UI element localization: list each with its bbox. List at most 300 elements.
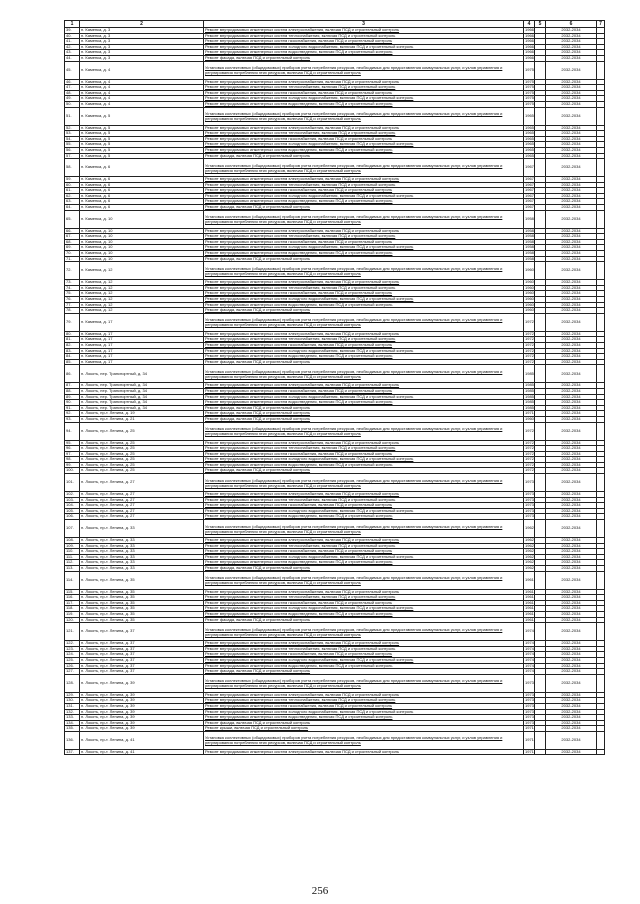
address-cell: п. Локоть, пр-т. Ленина, д. 39 <box>80 692 204 698</box>
period-cell: 2032-2034 <box>546 28 597 34</box>
work-type-cell: Ремонт внутридомовых инженерных систем холодного водоснабжения, включая ПСД и строительный контроль <box>204 297 524 303</box>
address-cell: п. Локоть, пр-т. Ленина, д. 19 <box>80 411 204 417</box>
year-cell: 1966 <box>525 55 534 60</box>
work-type-cell: Ремонт внутридомовых инженерных систем газоснабжения, включая ПСД и строительный контроль <box>204 652 524 658</box>
period-cell: 2032-2034 <box>546 262 597 280</box>
work-type-cell: Ремонт внутридомовых инженерных систем газоснабжения, включая ПСД и строительный контроль <box>204 136 524 142</box>
period-cell: 2032-2034 <box>546 720 597 726</box>
work-type-cell: Ремонт внутридомовых инженерных систем водоотведения, включая ПСД и строительный контроль <box>204 199 524 205</box>
address-cell: п. Каменка, д. 3 <box>80 28 204 34</box>
address-cell: п. Локоть, пер. Транспортный, д. 34 <box>80 365 204 383</box>
year-cell: 1973 <box>525 692 534 697</box>
address-cell: п. Каменка, д. 12 <box>80 262 204 280</box>
year-cell: 1958 <box>525 228 534 233</box>
year-cell: 1958 <box>525 233 534 239</box>
period-cell: 2032-2034 <box>546 514 597 520</box>
row-number: 120. <box>65 617 80 623</box>
address-cell: п. Каменка, д. 17 <box>80 348 204 354</box>
period-cell: 2032-2034 <box>546 107 597 125</box>
work-type-cell: Установка коллективных (общедомовых) приборов учета потребления ресурсов, необходимых для предоставления коммунальных услуг, и узлов управления и регулирования потребления этих ресурсов, включая ПСД и строительный контроль <box>204 474 524 492</box>
work-type-cell: Ремонт внутридомовых инженерных систем водоотведения, включая ПСД и строительный контроль <box>204 560 524 566</box>
address-cell: п. Локоть, пр-т. Ленина, д. 33 <box>80 554 204 560</box>
row-number: 82. <box>65 342 80 348</box>
year-cell: 1967 <box>525 193 534 198</box>
work-type-cell: Установка коллективных (общедомовых) приборов учета потребления ресурсов, необходимых для предоставления коммунальных услуг, и узлов управления и регулирования потребления этих ресурсов, включая ПСД и строительный контроль <box>204 365 524 383</box>
row-number: 83. <box>65 348 80 354</box>
year-cell: 1975 <box>525 95 534 101</box>
address-cell: п. Каменка, д. 17 <box>80 331 204 337</box>
empty-cell <box>597 313 605 331</box>
address-cell: п. Локоть, пр-т. Ленина, д. 37 <box>80 646 204 652</box>
table-row <box>65 313 605 331</box>
row-number: 86. <box>65 365 80 383</box>
year-cell: 1973 <box>524 474 535 492</box>
row-number: 52. <box>65 125 80 131</box>
address-cell: п. Каменка, д. 10 <box>80 256 204 262</box>
work-type-cell: Ремонт внутридомовых инженерных систем электроснабжения, включая ПСД и строительный контроль <box>204 177 524 183</box>
year-cell: 1958 <box>525 244 534 250</box>
year-cell: 1972 <box>525 440 534 445</box>
period-cell: 2032-2034 <box>546 538 597 544</box>
address-cell: п. Локоть, пер. Транспортный, д. 34 <box>80 405 204 411</box>
empty-cell <box>535 520 546 538</box>
period-cell: 2032-2034 <box>546 245 597 251</box>
period-cell: 2032-2034 <box>546 33 597 39</box>
row-number: 136. <box>65 731 80 749</box>
row-number: 44. <box>65 55 80 61</box>
work-type-cell: Установка коллективных (общедомовых) приборов учета потребления ресурсов, необходимых для предоставления коммунальных услуг, и узлов управления и регулирования потребления этих ресурсов, включая ПСД и строительный контроль <box>204 674 524 692</box>
work-type-cell: Ремонт фасада, включая ПСД и строительный контроль <box>204 669 524 675</box>
header-cell: 7 <box>597 21 605 28</box>
year-cell: 1961 <box>525 605 534 611</box>
year-cell: 1960 <box>525 290 534 296</box>
row-number: 45. <box>65 61 80 79</box>
work-type-cell: Ремонт фасада, включая ПСД и строительный контроль <box>204 411 524 417</box>
work-type-cell: Ремонт внутридомовых инженерных систем водоотведения, включая ПСД и строительный контроль <box>204 251 524 257</box>
address-cell: п. Каменка, д. 4 <box>80 85 204 91</box>
period-cell: 2032-2034 <box>546 715 597 721</box>
work-type-cell: Ремонт внутридомовых инженерных систем водоотведения, включая ПСД и строительный контроль <box>204 715 524 721</box>
year-cell: 1973 <box>525 508 534 513</box>
period-cell: 2032-2034 <box>546 657 597 663</box>
row-number: 48. <box>65 90 80 96</box>
table-row <box>65 520 605 538</box>
period-cell: 2032-2034 <box>546 731 597 749</box>
address-cell: п. Каменка, д. 12 <box>80 302 204 308</box>
row-number: 74. <box>65 285 80 291</box>
row-number: 43. <box>65 50 80 56</box>
period-cell: 2032-2034 <box>546 297 597 303</box>
period-cell: 2032-2034 <box>546 342 597 348</box>
period-cell: 2032-2034 <box>546 726 597 732</box>
work-type-cell: Ремонт внутридомовых инженерных систем холодного водоснабжения, включая ПСД и строительный контроль <box>204 606 524 612</box>
year-cell: 1965 <box>525 147 534 152</box>
period-cell: 2032-2034 <box>546 709 597 715</box>
row-number: 117. <box>65 600 80 606</box>
row-number: 129. <box>65 692 80 698</box>
work-type-cell: Ремонт внутридомовых инженерных систем электроснабжения, включая ПСД и строительный контроль <box>204 589 524 595</box>
address-cell: п. Каменка, д. 3 <box>80 33 204 39</box>
period-cell: 2032-2034 <box>546 50 597 56</box>
work-type-cell: Ремонт фасада, включая ПСД и строительный контроль <box>204 153 524 159</box>
address-cell: п. Каменка, д. 17 <box>80 354 204 360</box>
work-type-cell: Установка коллективных (общедомовых) приборов учета потребления ресурсов, необходимых для предоставления коммунальных услуг, и узлов управления и регулирования потребления этих ресурсов, включая ПСД и строительный контроль <box>204 731 524 749</box>
period-cell: 2032-2034 <box>546 205 597 211</box>
work-type-cell: Ремонт фасада, включая ПСД и строительный контроль <box>204 55 524 61</box>
year-cell: 1973 <box>525 513 534 519</box>
work-type-cell: Ремонт внутридомовых инженерных систем водоотведения, включая ПСД и строительный контроль <box>204 101 524 107</box>
empty-cell <box>597 365 605 383</box>
period-cell: 2032-2034 <box>546 285 597 291</box>
work-type-cell: Ремонт внутридомовых инженерных систем холодного водоснабжения, включая ПСД и строительный контроль <box>204 657 524 663</box>
period-cell: 2032-2034 <box>546 85 597 91</box>
period-cell: 2032-2034 <box>546 61 597 79</box>
row-number: 50. <box>65 101 80 107</box>
address-cell: п. Локоть, пр-т. Ленина, д. 25 <box>80 451 204 457</box>
period-cell: 2032-2034 <box>546 623 597 641</box>
period-cell: 2032-2034 <box>546 256 597 262</box>
row-number: 94. <box>65 422 80 440</box>
work-type-cell: Ремонт внутридомовых инженерных систем электроснабжения, включая ПСД и строительный контроль <box>204 538 524 544</box>
work-type-cell: Ремонт внутридомовых инженерных систем газоснабжения, включая ПСД и строительный контроль <box>204 549 524 555</box>
work-type-cell: Ремонт внутридомовых инженерных систем электроснабжения, включая ПСД и строительный контроль <box>204 280 524 286</box>
row-number: 41. <box>65 39 80 45</box>
row-number: 130. <box>65 698 80 704</box>
address-cell: п. Каменка, д. 6 <box>80 205 204 211</box>
row-number: 54. <box>65 136 80 142</box>
address-cell: п. Каменка, д. 12 <box>80 297 204 303</box>
work-type-cell: Ремонт внутридомовых инженерных систем теплоснабжения, включая ПСД и строительный контроль <box>204 646 524 652</box>
row-number: 112. <box>65 560 80 566</box>
year-cell: 1960 <box>525 296 534 301</box>
year-cell: 1971 <box>525 410 534 416</box>
year-cell: 1966 <box>525 38 534 44</box>
header-cell: 5 <box>535 21 546 28</box>
row-number: 137. <box>65 749 80 755</box>
year-cell: 1974 <box>525 646 534 651</box>
period-cell: 2032-2034 <box>546 177 597 183</box>
empty-cell <box>535 623 546 641</box>
work-type-cell: Ремонт внутридомовых инженерных систем теплоснабжения, включая ПСД и строительный контроль <box>204 497 524 503</box>
work-type-cell: Ремонт внутридомовых инженерных систем газоснабжения, включая ПСД и строительный контроль <box>204 600 524 606</box>
row-number: 49. <box>65 96 80 102</box>
empty-cell <box>597 474 605 492</box>
period-cell: 2032-2034 <box>546 416 597 422</box>
period-cell: 2032-2034 <box>546 136 597 142</box>
address-cell: п. Локоть, пр-т. Ленина, д. 25 <box>80 446 204 452</box>
period-cell: 2032-2034 <box>546 503 597 509</box>
row-number: 103. <box>65 497 80 503</box>
period-cell: 2032-2034 <box>546 571 597 589</box>
year-cell: 1965 <box>525 130 534 136</box>
period-cell: 2032-2034 <box>546 239 597 245</box>
empty-cell <box>535 210 546 228</box>
period-cell: 2032-2034 <box>546 199 597 205</box>
header-row <box>65 21 605 28</box>
address-cell: п. Каменка, д. 12 <box>80 285 204 291</box>
address-cell: п. Каменка, д. 10 <box>80 239 204 245</box>
empty-cell <box>535 262 546 280</box>
address-cell: п. Каменка, д. 5 <box>80 125 204 131</box>
year-cell: 1975 <box>524 61 535 79</box>
work-type-cell: Ремонт фасада, включая ПСД и строительный контроль <box>204 468 524 474</box>
table-row <box>65 422 605 440</box>
address-cell: п. Локоть, пр-т. Ленина, д. 39 <box>80 715 204 721</box>
work-type-cell: Ремонт внутридомовых инженерных систем газоснабжения, включая ПСД и строительный контроль <box>204 451 524 457</box>
work-type-cell: Ремонт внутридомовых инженерных систем электроснабжения, включая ПСД и строительный контроль <box>204 28 524 34</box>
work-type-cell: Ремонт внутридомовых инженерных систем теплоснабжения, включая ПСД и строительный контроль <box>204 85 524 91</box>
row-number: 71. <box>65 256 80 262</box>
row-number: 104. <box>65 503 80 509</box>
row-number: 95. <box>65 440 80 446</box>
empty-cell <box>597 749 605 755</box>
year-cell: 1972 <box>525 348 534 353</box>
year-cell: 1973 <box>525 720 534 725</box>
work-type-cell: Ремонт внутридомовых инженерных систем электроснабжения, включая ПСД и строительный контроль <box>204 79 524 85</box>
table-row <box>65 159 605 177</box>
row-number: 109. <box>65 543 80 549</box>
work-type-cell: Ремонт внутридомовых инженерных систем электроснабжения, включая ПСД и строительный контроль <box>204 440 524 446</box>
period-cell: 2032-2034 <box>546 331 597 337</box>
work-type-cell: Ремонт внутридомовых инженерных систем холодного водоснабжения, включая ПСД и строительный контроль <box>204 193 524 199</box>
year-cell: 1962 <box>524 520 535 538</box>
row-number: 40. <box>65 33 80 39</box>
row-number: 55. <box>65 142 80 148</box>
row-number: 102. <box>65 492 80 498</box>
empty-cell <box>597 571 605 589</box>
empty-cell <box>597 422 605 440</box>
table-row <box>65 731 605 749</box>
row-number: 61. <box>65 188 80 194</box>
table-row <box>65 623 605 641</box>
row-number: 121. <box>65 623 80 641</box>
work-type-cell: Ремонт внутридомовых инженерных систем водоотведения, включая ПСД и строительный контроль <box>204 611 524 617</box>
row-number: 108. <box>65 538 80 544</box>
year-cell: 1972 <box>525 336 534 342</box>
address-cell: п. Локоть, пр-т. Ленина, д. 35 <box>80 589 204 595</box>
year-cell: 1962 <box>525 565 534 570</box>
row-number: 96. <box>65 446 80 452</box>
work-type-cell: Ремонт внутридомовых инженерных систем электроснабжения, включая ПСД и строительный контроль <box>204 749 524 755</box>
year-cell: 1961 <box>524 571 535 589</box>
period-cell: 2032-2034 <box>546 44 597 50</box>
row-number: 56. <box>65 147 80 153</box>
year-cell: 1961 <box>525 589 534 594</box>
address-cell: п. Каменка, д. 6 <box>80 193 204 199</box>
year-cell: 1962 <box>525 548 534 554</box>
period-cell: 2032-2034 <box>546 674 597 692</box>
address-cell: п. Каменка, д. 4 <box>80 101 204 107</box>
address-cell: п. Каменка, д. 10 <box>80 251 204 257</box>
address-cell: п. Локоть, пр-т. Ленина, д. 37 <box>80 652 204 658</box>
work-type-cell: Ремонт крыши, включая ПСД и строительный контроль <box>204 726 524 732</box>
address-cell: п. Каменка, д. 5 <box>80 153 204 159</box>
work-type-cell: Ремонт внутридомовых инженерных систем теплоснабжения, включая ПСД и строительный контроль <box>204 698 524 704</box>
period-cell: 2032-2034 <box>546 692 597 698</box>
year-cell: 1975 <box>525 84 534 90</box>
row-number: 59. <box>65 177 80 183</box>
year-cell: 1974 <box>525 663 534 668</box>
period-cell: 2032-2034 <box>546 698 597 704</box>
work-type-cell: Ремонт внутридомовых инженерных систем холодного водоснабжения, включая ПСД и строительный контроль <box>204 457 524 463</box>
year-cell: 1973 <box>525 709 534 714</box>
address-cell: п. Локоть, пр-т. Ленина, д. 33 <box>80 543 204 549</box>
address-cell: п. Каменка, д. 12 <box>80 291 204 297</box>
work-type-cell: Ремонт внутридомовых инженерных систем теплоснабжения, включая ПСД и строительный контроль <box>204 33 524 39</box>
address-cell: п. Локоть, пр-т. Ленина, д. 27 <box>80 474 204 492</box>
address-cell: п. Локоть, пр-т. Ленина, д. 33 <box>80 549 204 555</box>
row-number: 134. <box>65 720 80 726</box>
year-cell: 1972 <box>525 451 534 456</box>
row-number: 93. <box>65 416 80 422</box>
year-cell: 1973 <box>525 697 534 703</box>
work-type-cell: Ремонт фасада, включая ПСД и строительный контроль <box>204 256 524 262</box>
row-number: 75. <box>65 291 80 297</box>
row-number: 133. <box>65 715 80 721</box>
work-type-cell: Ремонт внутридомовых инженерных систем газоснабжения, включая ПСД и строительный контроль <box>204 291 524 297</box>
address-cell: п. Локоть, пер. Транспортный, д. 34 <box>80 394 204 400</box>
year-cell: 1973 <box>525 703 534 708</box>
year-cell: 1971 <box>525 749 534 754</box>
empty-cell <box>535 749 546 755</box>
year-cell: 1972 <box>525 462 534 467</box>
address-cell: п. Каменка, д. 10 <box>80 228 204 234</box>
address-cell: п. Каменка, д. 17 <box>80 359 204 365</box>
period-cell: 2032-2034 <box>546 39 597 45</box>
period-cell: 2032-2034 <box>546 462 597 468</box>
year-cell: 1975 <box>525 79 534 84</box>
work-type-cell: Ремонт внутридомовых инженерных систем холодного водоснабжения, включая ПСД и строительный контроль <box>204 245 524 251</box>
period-cell: 2032-2034 <box>546 468 597 474</box>
year-cell: 1965 <box>525 153 534 158</box>
work-type-cell: Ремонт фасада, включая ПСД и строительный контроль <box>204 359 524 365</box>
period-cell: 2032-2034 <box>546 422 597 440</box>
year-cell: 1966 <box>525 33 534 38</box>
work-type-cell: Ремонт внутридомовых инженерных систем газоснабжения, включая ПСД и строительный контроль <box>204 239 524 245</box>
period-cell: 2032-2034 <box>546 508 597 514</box>
period-cell: 2032-2034 <box>546 234 597 240</box>
address-cell: п. Каменка, д. 12 <box>80 280 204 286</box>
year-cell: 1961 <box>525 594 534 600</box>
period-cell: 2032-2034 <box>546 451 597 457</box>
work-type-cell: Ремонт внутридомовых инженерных систем теплоснабжения, включая ПСД и строительный контроль <box>204 337 524 343</box>
period-cell: 2032-2034 <box>546 388 597 394</box>
row-number: 42. <box>65 44 80 50</box>
year-cell: 1960 <box>525 302 534 307</box>
address-cell: п. Локоть, пр-т. Ленина, д. 39 <box>80 709 204 715</box>
page-number: 256 <box>311 885 329 897</box>
row-number: 118. <box>65 606 80 612</box>
work-type-cell: Ремонт внутридомовых инженерных систем холодного водоснабжения, включая ПСД и строительный контроль <box>204 554 524 560</box>
row-number: 123. <box>65 646 80 652</box>
period-cell: 2032-2034 <box>546 55 597 61</box>
work-type-cell: Установка коллективных (общедомовых) приборов учета потребления ресурсов, необходимых для предоставления коммунальных услуг, и узлов управления и регулирования потребления этих ресурсов, включая ПСД и строительный контроль <box>204 313 524 331</box>
year-cell: 1967 <box>525 176 534 182</box>
table-row <box>65 571 605 589</box>
address-cell: п. Каменка, д. 10 <box>80 245 204 251</box>
row-number: 58. <box>65 159 80 177</box>
address-cell: п. Локоть, пр-т. Ленина, д. 27 <box>80 503 204 509</box>
address-cell: п. Каменка, д. 5 <box>80 147 204 153</box>
period-cell: 2032-2034 <box>546 153 597 159</box>
year-cell: 1985 <box>525 405 534 410</box>
period-cell: 2032-2034 <box>546 359 597 365</box>
header-cell: 3 <box>204 21 524 28</box>
period-cell: 2032-2034 <box>546 549 597 555</box>
work-type-cell: Ремонт внутридомовых инженерных систем газоснабжения, включая ПСД и строительный контроль <box>204 503 524 509</box>
address-cell: п. Локоть, пр-т. Ленина, д. 39 <box>80 674 204 692</box>
period-cell: 2032-2034 <box>546 492 597 498</box>
work-type-cell: Ремонт внутридомовых инженерных систем холодного водоснабжения, включая ПСД и строительный контроль <box>204 508 524 514</box>
work-type-cell: Ремонт внутридомовых инженерных систем холодного водоснабжения, включая ПСД и строительный контроль <box>204 709 524 715</box>
address-cell: п. Локоть, пр-т. Ленина, д. 35 <box>80 571 204 589</box>
period-cell: 2032-2034 <box>546 405 597 411</box>
period-cell: 2032-2034 <box>546 611 597 617</box>
year-cell: 1958 <box>525 239 534 244</box>
address-cell: п. Локоть, пер. Транспортный, д. 34 <box>80 388 204 394</box>
work-type-cell: Ремонт внутридомовых инженерных систем электроснабжения, включая ПСД и строительный контроль <box>204 383 524 389</box>
period-cell: 2032-2034 <box>546 543 597 549</box>
row-number: 78. <box>65 308 80 314</box>
work-type-cell: Ремонт внутридомовых инженерных систем холодного водоснабжения, включая ПСД и строительный контроль <box>204 44 524 50</box>
row-number: 88. <box>65 388 80 394</box>
row-number: 81. <box>65 337 80 343</box>
row-number: 100. <box>65 468 80 474</box>
year-cell: 1974 <box>525 651 534 657</box>
address-cell: п. Локоть, пр-т. Ленина, д. 25 <box>80 440 204 446</box>
year-cell: 1985 <box>525 399 534 405</box>
work-type-cell: Ремонт внутридомовых инженерных систем электроснабжения, включая ПСД и строительный контроль <box>204 692 524 698</box>
row-number: 97. <box>65 451 80 457</box>
year-cell: 1967 <box>524 159 535 177</box>
empty-cell <box>535 674 546 692</box>
address-cell: п. Каменка, д. 6 <box>80 182 204 188</box>
address-cell: п. Локоть, пр-т. Ленина, д. 27 <box>80 514 204 520</box>
address-cell: п. Локоть, пр-т. Ленина, д. 25 <box>80 468 204 474</box>
row-number: 99. <box>65 462 80 468</box>
empty-cell <box>535 313 546 331</box>
row-number: 98. <box>65 457 80 463</box>
address-cell: п. Локоть, пр-т. Ленина, д. 39 <box>80 698 204 704</box>
row-number: 57. <box>65 153 80 159</box>
year-cell: 1960 <box>525 307 534 313</box>
year-cell: 1972 <box>525 456 534 462</box>
address-cell: п. Локоть, пр-т. Ленина, д. 41 <box>80 749 204 755</box>
year-cell: 1973 <box>525 502 534 508</box>
row-number: 62. <box>65 193 80 199</box>
year-cell: 1967 <box>525 187 534 193</box>
work-type-cell: Ремонт внутридомовых инженерных систем газоснабжения, включая ПСД и строительный контроль <box>204 90 524 96</box>
work-type-cell: Установка коллективных (общедомовых) приборов учета потребления ресурсов, необходимых для предоставления коммунальных услуг, и узлов управления и регулирования потребления этих ресурсов, включая ПСД и строительный контроль <box>204 422 524 440</box>
table-row <box>65 749 605 755</box>
period-cell: 2032-2034 <box>546 554 597 560</box>
address-cell: п. Локоть, пр-т. Ленина, д. 37 <box>80 669 204 675</box>
header-cell: 6 <box>546 21 597 28</box>
empty-cell <box>535 731 546 749</box>
address-cell: п. Локоть, пр-т. Ленина, д. 21 <box>80 416 204 422</box>
period-cell: 2032-2034 <box>546 606 597 612</box>
empty-cell <box>597 674 605 692</box>
row-number: 77. <box>65 302 80 308</box>
work-type-cell: Ремонт внутридомовых инженерных систем электроснабжения, включая ПСД и строительный контроль <box>204 331 524 337</box>
row-number: 51. <box>65 107 80 125</box>
year-cell: 1975 <box>525 90 534 95</box>
address-cell: п. Локоть, пр-т. Ленина, д. 33 <box>80 538 204 544</box>
work-type-cell: Ремонт внутридомовых инженерных систем газоснабжения, включая ПСД и строительный контроль <box>204 703 524 709</box>
empty-cell <box>535 61 546 79</box>
year-cell: 1974 <box>525 668 534 674</box>
address-cell: п. Каменка, д. 6 <box>80 188 204 194</box>
